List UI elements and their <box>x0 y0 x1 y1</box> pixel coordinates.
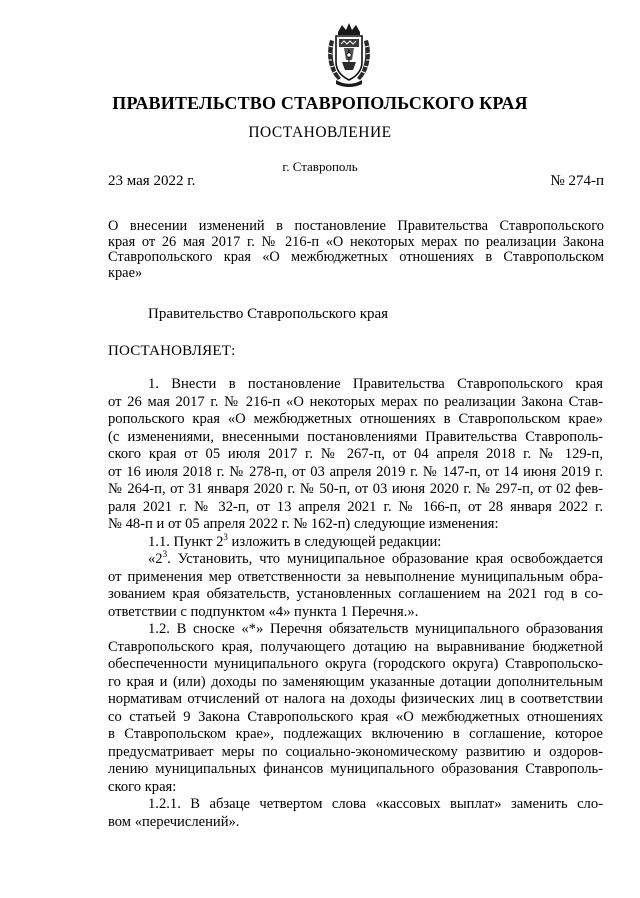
acting-authority: Правительство Ставропольского края <box>148 306 389 322</box>
document-type: ПОСТАНОВЛЕНИЕ <box>248 124 392 141</box>
body-line: Ставропольского края, получающего дотацию на выравнивание бюджетной <box>108 638 603 655</box>
document-number: № 274-п <box>550 173 604 189</box>
body-line-2-3 <box>108 551 603 569</box>
resolves-heading: ПОСТАНОВЛЯЕТ: <box>108 343 236 359</box>
city-label: г. Ставрополь <box>282 159 358 174</box>
body-line: со статьей 9 Закона Ставропольского края «О межбюджетных отношениях <box>108 708 603 725</box>
body-line: нормативам отчислений от налога на доходы физических лиц в соответствии <box>108 691 603 707</box>
coat-of-arms-icon <box>324 22 374 88</box>
subject-line: Ставропольского края «О межбюджетных отношениях в Ставропольском <box>108 249 604 265</box>
body-line: 1. Внести в постановление Правительства Ставропольского края <box>148 376 603 392</box>
body-line-2-3-start: «2 <box>148 551 163 567</box>
body-line: раля 2021 г. № 32-п, от 13 апреля 2021 г. № 166-п, от 28 января 2022 г. <box>108 498 603 515</box>
body-line: от применения мер ответственности за невыполнение муниципальным обра- <box>108 568 603 585</box>
body-line: ского края: <box>108 778 177 795</box>
body-line: го края и (или) доходы по заменяющим указанные дотации дополнительным <box>108 673 603 690</box>
document-date: 23 мая 2022 г. <box>108 173 196 189</box>
body-line: № 264-п, от 31 января 2020 г. № 50-п, от 03 июня 2020 г. № 297-п, от 02 фев- <box>108 481 603 497</box>
body-line: № 48-п и от 05 апреля 2022 г. № 162-п) следующие изменения: <box>108 516 499 532</box>
subject-line: крае» <box>108 264 143 281</box>
body-line: обеспеченности муниципального округа (городского округа) Ставропольско- <box>108 656 603 672</box>
body-line: от 26 мая 2017 г. № 216-п «О некоторых мерах по реализации Закона Став- <box>108 393 603 410</box>
body-line: (с изменениями, внесенными постановлениями Правительства Ставрополь- <box>108 428 603 445</box>
document-body <box>108 376 603 831</box>
government-title: ПРАВИТЕЛЬСТВО СТАВРОПОЛЬСКОГО КРАЯ <box>112 93 528 113</box>
body-line: ответствии с подпунктом «4» пункта 1 Перечня.». <box>108 603 419 620</box>
body-line-1-1 <box>108 531 603 552</box>
superscript-3: 3 <box>162 549 168 559</box>
body-line: вом «перечислений». <box>108 813 240 830</box>
body-line-1-1-tail: изложить в следующей редакции: <box>227 533 442 550</box>
body-line: от 16 июля 2018 г. № 278-п, от 03 апреля 2019 г. № 147-п, от 14 июня 2019 г. <box>108 463 603 480</box>
body-line-2-3-tail: . Установить, что муниципальное образование края освобождается <box>167 551 603 567</box>
subject-line: края от 26 мая 2017 г. № 216-п «О некоторых мерах по реализации Закона <box>108 233 604 250</box>
body-line: ского края от 05 июля 2017 г. № 267-п, от 04 апреля 2018 г. № 129-п, <box>108 446 603 462</box>
body-line: ропольского края «О межбюджетных отношениях в Ставропольском крае» <box>108 411 603 427</box>
body-line: в Ставропольском крае», подлежащих включению в соглашение, которое <box>108 726 603 742</box>
body-line: зованием края обязательств, установленных соглашением на 2021 год в со- <box>108 586 603 602</box>
body-line: 1.2. В сноске «*» Перечня обязательств муниципального образования <box>148 621 603 637</box>
superscript-3: 3 <box>223 531 228 542</box>
body-line: предусматривает меры по социально-экономическому развитию и оздоров- <box>108 743 603 760</box>
body-line-1-1-start: 1.1. Пункт 2 <box>148 533 224 550</box>
subject-line: О внесении изменений в постановление Правительства Ставропольского <box>108 218 604 234</box>
body-line: лению муниципальных финансов муниципального образования Ставрополь- <box>108 761 603 777</box>
body-line: 1.2.1. В абзаце четвертом слова «кассовых выплат» заменить сло- <box>148 796 603 812</box>
document-subject <box>108 219 604 281</box>
